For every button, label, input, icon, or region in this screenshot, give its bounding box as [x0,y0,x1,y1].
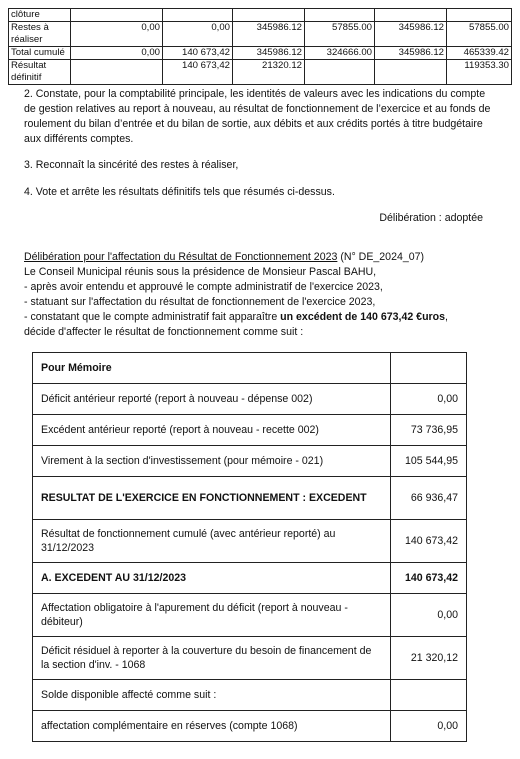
memo-label: Pour Mémoire [33,353,391,384]
affectation-line-1: Le Conseil Municipal réunis sous la présidence de Monsieur Pascal BAHU, [24,266,377,278]
affectation-title-line [24,250,504,265]
deliberation-status: Délibération : adoptée [379,212,483,224]
table-cell: 345986.12 [233,22,305,47]
table-cell: 119353.30 [447,60,512,85]
table-cell: 57855.00 [447,22,512,47]
table-row [33,563,467,594]
table-cell: 21320.12 [233,60,305,85]
table-row [33,711,467,742]
affectation-title: Délibération pour l'affectation du Résultat de Fonctionnement 2023 [24,251,338,263]
memo-label: Excédent antérieur reporté (report à nouveau - recette 002) [33,415,391,446]
memo-label: Déficit antérieur reporté (report à nouveau - dépense 002) [33,384,391,415]
table-row [9,47,512,60]
memo-value: 140 673,42 [391,563,467,594]
affectation-ref: (N° DE_2024_07) [337,251,425,263]
memo-value: 73 736,95 [391,415,467,446]
row-label: Restes à réaliser [9,22,71,47]
affectation-line-2: - après avoir entendu et approuvé le compte administratif de l'exercice 2023, [24,281,383,293]
memo-label: Solde disponible affecté comme suit : [33,680,391,711]
table-cell: 0,00 [71,22,163,47]
memo-value: 140 673,42 [391,520,467,563]
affectation-line-3: - statuant sur l'affectation du résultat de fonctionnement de l'exercice 2023, [24,296,376,308]
row-label: Résultat définitif [9,60,71,85]
memo-value [391,680,467,711]
memo-value: 105 544,95 [391,446,467,477]
table-row [33,477,467,520]
table-cell: 140 673,42 [163,47,233,60]
memo-value: 0,00 [391,384,467,415]
table-cell [163,9,233,22]
memo-label: A. EXCEDENT AU 31/12/2023 [33,563,391,594]
memo-label: affectation complémentaire en réserves (compte 1068) [33,711,391,742]
paragraph-2: 2. Constate, pour la comptabilité principale, les identités de valeurs avec les indications du compte de gestion relatives au report à nouveau, au résultat de fonctionnement de l’exercice et au fonds de roulement du bilan d’entrée et du bilan de sortie, aux débits et aux crédits portés à titre budgétaire aux différents comptes. [24,88,491,145]
surplus-amount: un excédent de 140 673,42 €uros [280,311,446,323]
table-row [33,520,467,563]
row-label: Total cumulé [9,47,71,60]
summary-table [8,8,512,85]
paragraph-3: 3. Reconnaît la sincérité des restes à réaliser, [24,159,239,171]
line4-text: - constatant que le compte administratif fait apparaître [24,311,281,323]
memo-value: 0,00 [391,594,467,637]
memo-label: RESULTAT DE L'EXERCICE EN FONCTIONNEMENT : EXCEDENT [33,477,391,520]
affectation-line-5: décide d'affecter le résultat de fonctionnement comme suit : [24,326,304,338]
table-row [9,60,512,85]
memo-value [391,353,467,384]
table-cell: 0,00 [163,22,233,47]
table-row [33,594,467,637]
table-row [9,22,512,47]
table-cell [375,60,447,85]
table-cell: 324666.00 [305,47,375,60]
row-label: clôture [9,9,71,22]
table-cell [305,9,375,22]
memo-label: Résultat de fonctionnement cumulé (avec antérieur reporté) au 31/12/2023 [33,520,391,563]
table-cell: 465339.42 [447,47,512,60]
memo-value: 21 320,12 [391,637,467,680]
table-row [33,384,467,415]
table-cell [71,60,163,85]
table-row [33,353,467,384]
affectation-line-4 [24,310,514,325]
table-cell: 345986.12 [375,47,447,60]
table-row [33,680,467,711]
memo-table [32,352,467,742]
memo-label: Déficit résiduel à reporter à la couverture du besoin de financement de la section d'inv. - 1068 [33,637,391,680]
table-row [33,446,467,477]
table-cell [447,9,512,22]
table-cell [233,9,305,22]
memo-value: 0,00 [391,711,467,742]
table-row [9,9,512,22]
paragraph-4: 4. Vote et arrête les résultats définitifs tels que résumés ci-dessus. [24,186,335,198]
memo-label: Affectation obligatoire à l'apurement du déficit (report à nouveau - débiteur) [33,594,391,637]
memo-label: Virement à la section d'investissement (pour mémoire - 021) [33,446,391,477]
table-cell: 345986.12 [233,47,305,60]
table-row [33,637,467,680]
table-cell: 0,00 [71,47,163,60]
table-cell: 345986.12 [375,22,447,47]
line4-end: , [445,311,448,323]
table-cell [305,60,375,85]
table-cell [71,9,163,22]
table-cell [375,9,447,22]
table-row [33,415,467,446]
memo-value: 66 936,47 [391,477,467,520]
table-cell: 57855.00 [305,22,375,47]
table-cell: 140 673,42 [163,60,233,85]
